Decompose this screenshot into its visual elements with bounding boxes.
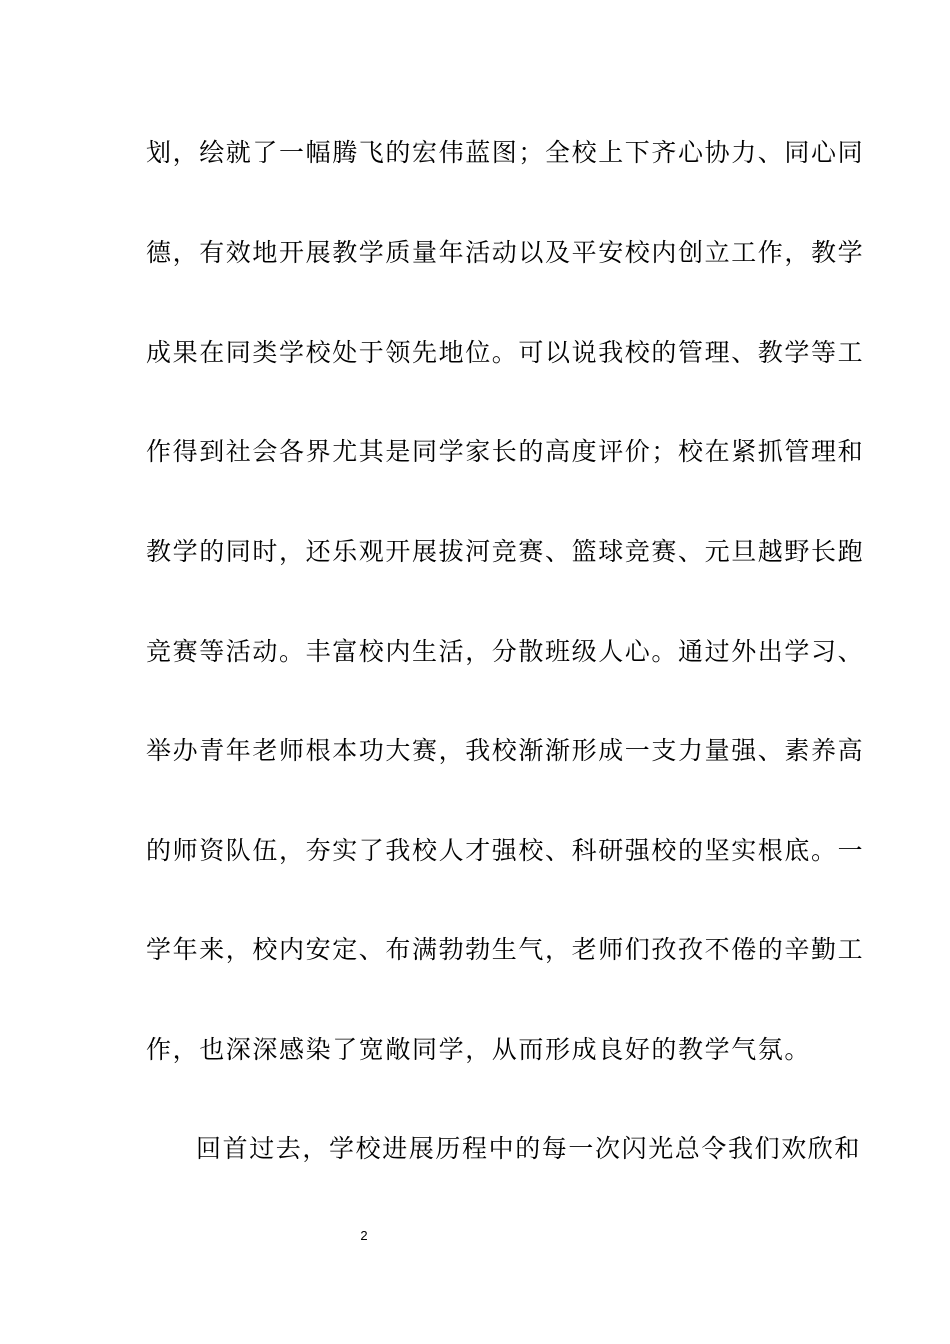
- text-line: 竞赛等活动。丰富校内生活，分散班级人心。通过外出学习、: [146, 637, 865, 666]
- text-line: 成果在同类学校处于领先地位。可以说我校的管理、教学等工: [146, 338, 865, 367]
- text-line: 学年来，校内安定、布满勃勃生气，老师们孜孜不倦的辛勤工: [146, 935, 865, 964]
- text-line: 的师资队伍，夯实了我校人才强校、科研强校的坚实根底。一: [146, 836, 865, 865]
- text-line: 划，绘就了一幅腾飞的宏伟蓝图；全校上下齐心协力、同心同: [146, 138, 865, 167]
- page-number: 2: [360, 1228, 368, 1243]
- text-line: 作得到社会各界尤其是同学家长的高度评价；校在紧抓管理和: [146, 437, 865, 466]
- paragraph-first-line: 回首过去，学校进展历程中的每一次闪光总令我们欢欣和: [196, 1134, 862, 1163]
- text-line: 教学的同时，还乐观开展拔河竞赛、篮球竞赛、元旦越野长跑: [146, 537, 865, 566]
- text-line: 举办青年老师根本功大赛，我校渐渐形成一支力量强、素养高: [146, 736, 865, 765]
- text-line: 作，也深深感染了宽敞同学，从而形成良好的教学气氛。: [146, 1035, 812, 1064]
- text-line: 德，有效地开展教学质量年活动以及平安校内创立工作，教学: [146, 238, 865, 267]
